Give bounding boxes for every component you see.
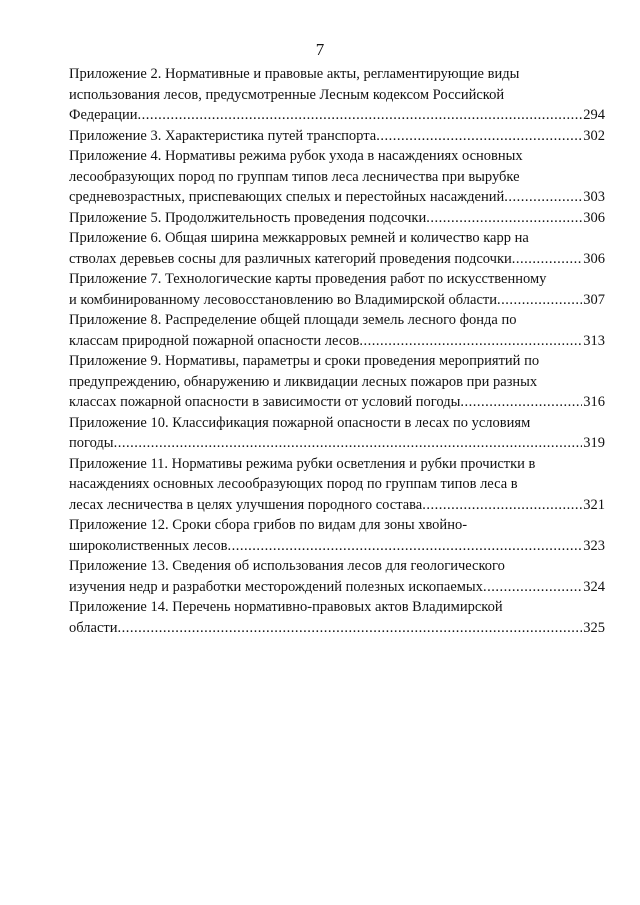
toc-page-number: 294 (583, 107, 605, 123)
toc-page-number: 316 (583, 394, 605, 410)
toc-entry-line: Приложение 2. Нормативные и правовые акты, регламентирующие виды (69, 66, 520, 82)
toc-entry[interactable] (69, 228, 605, 269)
toc-page-number: 323 (583, 537, 605, 554)
toc-entry-line: погоды (69, 435, 114, 451)
toc-entry-line: лесах лесничества в целях улучшения породного состава (69, 496, 423, 513)
toc-entry-line: насаждениях основных лесообразующих пород по группам типов леса в (69, 476, 518, 492)
toc-page-number: 319 (583, 435, 605, 451)
toc-entry[interactable] (69, 126, 605, 147)
toc-entry-line: Приложение 6. Общая ширина межкарровых ремней и количество карр на (69, 230, 529, 246)
toc-entry-line: изучения недр и разработки месторождений полезных ископаемых (69, 578, 483, 595)
toc-entry-line: Приложение 3. Характеристика путей транспорта (69, 127, 377, 144)
toc-entry-line: Приложение 7. Технологические карты проведения работ по искусственному (69, 271, 547, 287)
dot-leader (227, 536, 582, 557)
toc-entry[interactable] (69, 64, 605, 126)
toc-entry-line: Приложение 13. Сведения об использования лесов для геологического (69, 558, 505, 574)
toc-entry[interactable] (69, 454, 605, 516)
toc-entry-last-line (69, 187, 605, 208)
toc-entry[interactable] (69, 269, 605, 310)
toc-entry-last-line (69, 495, 605, 516)
dot-leader (117, 618, 582, 639)
toc-entry-last-line (69, 331, 605, 352)
toc-entry[interactable] (69, 351, 605, 413)
toc-entry-last-line (69, 536, 605, 557)
dot-leader (137, 105, 582, 126)
toc-page-number: 324 (583, 578, 605, 595)
toc-entry-line: Приложение 9. Нормативы, параметры и сроки проведения мероприятий по (69, 353, 540, 369)
toc-entry[interactable] (69, 310, 605, 351)
toc-entry-line: классам природной пожарной опасности лесов (69, 332, 360, 349)
toc-page-number: 303 (583, 189, 605, 205)
toc-entry-last-line (69, 433, 605, 454)
toc-page-number: 306 (583, 209, 605, 226)
toc-entry-line: Приложение 11. Нормативы режима рубки осветления и рубки прочистки в (69, 455, 536, 472)
toc-entry-line: Приложение 10. Классификация пожарной опасности в лесах по условиям (69, 414, 531, 431)
toc-entry[interactable] (69, 597, 605, 638)
toc-entry-last-line (69, 577, 605, 598)
toc-page-number: 306 (583, 250, 605, 267)
toc-entry-last-line (69, 208, 605, 229)
toc-page-number: 302 (583, 127, 605, 144)
toc-entry-line: Приложение 12. Сроки сбора грибов по видам для зоны хвойно- (69, 517, 468, 533)
toc-page-number: 313 (583, 332, 605, 349)
toc-entry[interactable] (69, 515, 605, 556)
toc-entry-line: Федерации (69, 107, 138, 123)
toc-entry-last-line (69, 105, 605, 126)
toc-page-number: 307 (583, 291, 605, 308)
toc-entry-last-line (69, 249, 605, 270)
toc-entry[interactable] (69, 208, 605, 229)
toc-page-number: 325 (583, 619, 605, 636)
toc-entry-last-line (69, 392, 605, 413)
toc-entry-line: и комбинированному лесовосстановлению во Владимирской области (69, 291, 497, 308)
toc-entry-line: Приложение 5. Продолжительность проведения подсочки (69, 209, 427, 226)
dot-leader (460, 392, 582, 413)
toc-entry-line: области (69, 619, 118, 636)
toc-entry-line: широколиственных лесов (69, 537, 228, 554)
toc-entry-line: использования лесов, предусмотренные Лесным кодексом Российской (69, 86, 505, 103)
page-number: 7 (315, 40, 325, 59)
dot-leader (504, 187, 582, 208)
toc-entry-last-line (69, 290, 605, 311)
dot-leader (426, 208, 582, 229)
toc-entry[interactable] (69, 146, 605, 208)
toc-entry-line: классах пожарной опасности в зависимости от условий погоды (69, 394, 461, 410)
toc-entry-last-line (69, 618, 605, 639)
table-of-contents (69, 64, 605, 638)
toc-entry-line: Приложение 14. Перечень нормативно-правовых актов Владимирской (69, 599, 503, 615)
toc-entry[interactable] (69, 556, 605, 597)
toc-entry[interactable] (69, 413, 605, 454)
dot-leader (512, 249, 583, 270)
dot-leader (483, 577, 582, 598)
dot-leader (376, 126, 582, 147)
toc-entry-line: средневозрастных, приспевающих спелых и перестойных насаждений (69, 189, 505, 205)
dot-leader (422, 495, 582, 516)
toc-entry-line: лесообразующих пород по группам типов леса лесничества при вырубке (69, 168, 520, 185)
dot-leader (359, 331, 582, 352)
dot-leader (497, 290, 582, 311)
toc-entry-line: Приложение 8. Распределение общей площади земель лесного фонда по (69, 312, 517, 328)
toc-entry-line: стволах деревьев сосны для различных категорий проведения подсочки (69, 250, 512, 267)
toc-entry-line: предупреждению, обнаружению и ликвидации лесных пожаров при разных (69, 373, 538, 390)
toc-entry-last-line (69, 126, 605, 147)
dot-leader (114, 433, 583, 454)
toc-entry-line: Приложение 4. Нормативы режима рубок ухода в насаждениях основных (69, 148, 523, 164)
toc-page-number: 321 (583, 496, 605, 513)
